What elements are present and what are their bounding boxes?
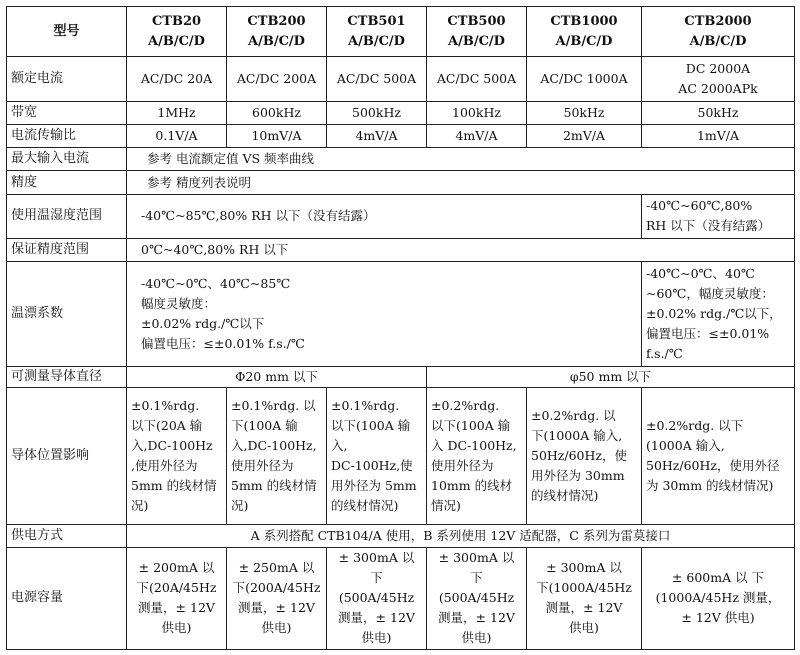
cell-value: 500kHz — [327, 101, 427, 124]
cell-value-large: φ50 mm 以下 — [427, 367, 795, 388]
cell-value: 参考 精度列表说明 — [127, 171, 795, 194]
header-label: 型号 — [7, 7, 127, 57]
model-name: CTB200 — [247, 13, 306, 29]
ctb2000-dc: DC 2000A — [685, 61, 751, 77]
cell-value-ctb2000: -40℃~60℃,80% RH 以下（没有结露） — [642, 194, 795, 238]
cell-value: ± 300mA 以 下 (500A/45Hz 测量，± 12V 供电) — [427, 547, 527, 649]
row-label: 最大输入电流 — [7, 148, 127, 171]
cell-value: ±0.2%rdg. 以 下(1000A 输入, 50Hz/60Hz，使 用外径为 30mm 的线材情况) — [527, 388, 642, 524]
row-label: 带宽 — [7, 101, 127, 124]
model-variants: A/B/C/D — [348, 33, 405, 49]
power-capacity-row — [7, 547, 795, 649]
header-row — [7, 7, 795, 57]
cell-value: AC/DC 500A — [327, 57, 427, 101]
cell-value: ± 300mA 以 下(1000A/45Hz 测量，± 12V 供电) — [527, 547, 642, 649]
max-input-row — [7, 148, 795, 171]
cell-value: ±0.2%rdg. 以下 (1000A 输入, 50Hz/60Hz，使用外径 为 30mm 的线材情况) — [642, 388, 795, 524]
cell-value: ± 300mA 以 下 (500A/45Hz 测量，± 12V 供电) — [327, 547, 427, 649]
operating-env-row — [7, 194, 795, 238]
cell-value: ±0.1%rdg. 以下(100A 输 入, DC-100Hz,使 用外径为 5mm 的线材情况) — [327, 388, 427, 524]
position-effect-row — [7, 388, 795, 524]
model-variants: A/B/C/D — [555, 33, 613, 49]
cell-value-small: Φ20 mm 以下 — [127, 367, 427, 388]
row-label: 保证精度范围 — [7, 239, 127, 262]
row-label: 导体位置影响 — [7, 388, 127, 524]
model-ctb500 — [427, 7, 527, 57]
cell-value: 参考 电流额定值 VS 频率曲线 — [127, 148, 795, 171]
cell-value: -40℃~0℃、40℃~85℃ 幅度灵敏度： ±0.02% rdg./℃以下 偏置电压：≤±0.01% f.s./℃ — [127, 262, 642, 367]
bandwidth-row — [7, 101, 795, 124]
spec-table — [6, 6, 795, 650]
cell-value: ± 600mA 以 下 (1000A/45Hz 测量， ± 12V 供电) — [642, 547, 795, 649]
cell-value: 2mV/A — [527, 125, 642, 148]
model-ctb1000 — [527, 7, 642, 57]
cell-value: 1mV/A — [642, 125, 795, 148]
row-label: 精度 — [7, 171, 127, 194]
model-name: CTB2000 — [684, 13, 752, 29]
model-name: CTB500 — [447, 13, 506, 29]
cell-value-ctb2000: -40℃~0℃、40℃ ~60℃，幅度灵敏度： ±0.02% rdg./℃以下， 偏置电压：≤±0.01% f.s./℃ — [642, 262, 795, 367]
cell-value: 50kHz — [527, 101, 642, 124]
model-ctb501 — [327, 7, 427, 57]
cell-value: 100kHz — [427, 101, 527, 124]
row-label: 供电方式 — [7, 524, 127, 547]
row-label: 使用温湿度范围 — [7, 194, 127, 238]
guaranteed-range-row — [7, 239, 795, 262]
model-ctb2000 — [642, 7, 795, 57]
model-ctb200 — [227, 7, 327, 57]
rated-current-row — [7, 57, 795, 101]
cell-value: 0℃~40℃,80% RH 以下 — [127, 239, 795, 262]
model-ctb20 — [127, 7, 227, 57]
cell-value: 50kHz — [642, 101, 795, 124]
cell-value-ctb2000 — [642, 57, 795, 101]
cell-value: -40℃~85℃,80% RH 以下（没有结露） — [127, 194, 642, 238]
cell-value: A 系列搭配 CTB104/A 使用，B 系列使用 12V 适配器，C 系列为雷莫接口 — [127, 524, 795, 547]
cell-value: ±0.1%rdg. 以 下(100A 输 入,DC-100Hz, 使用外径为 5mm 的线材情 况) — [227, 388, 327, 524]
cell-value: ± 250mA 以 下(200A/45Hz 测量，± 12V 供电) — [227, 547, 327, 649]
cell-value: AC/DC 20A — [127, 57, 227, 101]
cell-value: ±0.1%rdg. 以下(20A 输 入,DC-100Hz ,使用外径为 5mm 的线材情 况) — [127, 388, 227, 524]
cell-value: AC/DC 200A — [227, 57, 327, 101]
model-name: CTB20 — [151, 13, 202, 29]
temp-drift-row — [7, 262, 795, 367]
model-variants: A/B/C/D — [689, 33, 747, 49]
cell-value: 0.1V/A — [127, 125, 227, 148]
cell-value: ± 200mA 以 下(20A/45Hz 测量，± 12V 供电) — [127, 547, 227, 649]
model-variants: A/B/C/D — [248, 33, 305, 49]
model-variants: A/B/C/D — [448, 33, 505, 49]
cell-value: ±0.2%rdg. 以下(100A 输 入 DC-100Hz, 使用外径为 10mm 的线材 情况) — [427, 388, 527, 524]
row-label: 电流传输比 — [7, 125, 127, 148]
power-supply-row — [7, 524, 795, 547]
row-label: 温漂系数 — [7, 262, 127, 367]
model-variants: A/B/C/D — [148, 33, 205, 49]
cell-value: 1MHz — [127, 101, 227, 124]
cell-value: 10mV/A — [227, 125, 327, 148]
row-label: 可测量导体直径 — [7, 367, 127, 388]
conductor-diameter-row — [7, 367, 795, 388]
model-name: CTB501 — [347, 13, 406, 29]
ctb2000-ac: AC 2000APk — [678, 81, 758, 97]
cell-value: 4mV/A — [327, 125, 427, 148]
cell-value: 600kHz — [227, 101, 327, 124]
cell-value: AC/DC 500A — [427, 57, 527, 101]
row-label: 电源容量 — [7, 547, 127, 649]
cell-value: 4mV/A — [427, 125, 527, 148]
row-label: 额定电流 — [7, 57, 127, 101]
transfer-ratio-row — [7, 125, 795, 148]
cell-value: AC/DC 1000A — [527, 57, 642, 101]
model-name: CTB1000 — [550, 13, 618, 29]
accuracy-row — [7, 171, 795, 194]
